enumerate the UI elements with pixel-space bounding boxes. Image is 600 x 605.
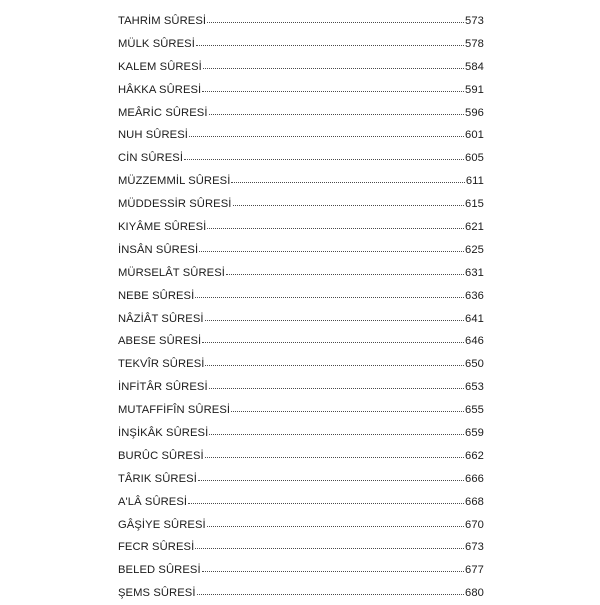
dot-leader — [207, 227, 464, 229]
toc-entry-title: ABESE SÛRESİ — [118, 335, 202, 348]
toc-entry-page-number: 670 — [465, 518, 484, 531]
toc-entry-page-number: 611 — [465, 175, 484, 188]
toc-entry-title: KALEM SÛRESİ — [118, 60, 202, 73]
toc-entry[interactable] — [118, 491, 484, 514]
dot-leader — [195, 547, 464, 549]
toc-entry-page-number: 596 — [465, 106, 484, 119]
dot-leader — [198, 479, 464, 481]
toc-entry-title: A'LÂ SÛRESİ — [118, 495, 188, 508]
toc-entry-title: İNSÂN SÛRESİ — [118, 243, 199, 256]
toc-entry[interactable] — [118, 170, 484, 193]
toc-entry-page-number: 615 — [465, 198, 484, 211]
toc-entry-page-number: 680 — [465, 587, 484, 600]
dot-leader — [199, 250, 464, 252]
toc-entry-title: MUTAFFİFÎN SÛRESİ — [118, 404, 231, 417]
dot-leader — [205, 456, 464, 458]
toc-entry-page-number: 653 — [465, 381, 484, 394]
dot-leader — [233, 204, 465, 206]
toc-entry-title: MÜZZEMMİL SÛRESİ — [118, 175, 231, 188]
toc-entry-page-number: 650 — [465, 358, 484, 371]
toc-entry-title: MEÂRİC SÛRESİ — [118, 106, 208, 119]
toc-entry-page-number: 668 — [465, 495, 484, 508]
dot-leader — [231, 410, 464, 412]
dot-leader — [207, 525, 464, 527]
toc-entry[interactable] — [118, 399, 484, 422]
toc-entry[interactable] — [118, 124, 484, 147]
toc-entry-title: HÂKKA SÛRESİ — [118, 83, 202, 96]
toc-entry-page-number: 625 — [465, 243, 484, 256]
toc-entry-page-number: 646 — [465, 335, 484, 348]
dot-leader — [205, 364, 464, 366]
toc-entry[interactable] — [118, 239, 484, 262]
toc-entry-title: ŞEMS SÛRESİ — [118, 587, 196, 600]
toc-entry[interactable] — [118, 147, 484, 170]
toc-entry-page-number: 631 — [465, 266, 484, 279]
toc-entry-title: CİN SÛRESİ — [118, 152, 184, 165]
toc-entry-page-number: 636 — [465, 289, 484, 302]
toc-entry[interactable] — [118, 33, 484, 56]
table-of-contents — [118, 10, 484, 605]
toc-entry-title: NÂZİÂT SÛRESİ — [118, 312, 204, 325]
toc-entry-page-number: 677 — [465, 564, 484, 577]
toc-entry[interactable] — [118, 582, 484, 605]
dot-leader — [205, 319, 464, 321]
toc-entry-title: KIYÂME SÛRESİ — [118, 221, 207, 234]
toc-entry-title: MÜRSELÂT SÛRESİ — [118, 266, 225, 279]
toc-entry-page-number: 621 — [465, 221, 484, 234]
toc-entry[interactable] — [118, 445, 484, 468]
toc-entry-title: MÜDDESSİR SÛRESİ — [118, 198, 232, 211]
dot-leader — [209, 433, 464, 435]
toc-entry-title: TAHRİM SÛRESİ — [118, 15, 207, 27]
dot-leader — [202, 90, 464, 92]
dot-leader — [209, 113, 464, 115]
toc-entry[interactable] — [118, 422, 484, 445]
toc-entry-title: İNŞİKÂK SÛRESİ — [118, 427, 209, 440]
dot-leader — [202, 341, 464, 343]
toc-entry[interactable] — [118, 102, 484, 125]
dot-leader — [197, 593, 464, 595]
toc-entry[interactable] — [118, 216, 484, 239]
toc-entry-page-number: 666 — [465, 472, 484, 485]
dot-leader — [189, 135, 464, 137]
toc-entry-title: NUH SÛRESİ — [118, 129, 188, 142]
toc-entry[interactable] — [118, 262, 484, 285]
dot-leader — [209, 387, 464, 389]
toc-entry-title: GÂŞİYE SÛRESİ — [118, 518, 206, 531]
toc-entry-title: BELED SÛRESİ — [118, 564, 201, 577]
toc-entry-page-number: 601 — [465, 129, 484, 142]
toc-entry-page-number: 573 — [465, 15, 484, 27]
dot-leader — [202, 570, 464, 572]
toc-entry[interactable] — [118, 559, 484, 582]
toc-entry-page-number: 591 — [465, 83, 484, 96]
toc-entry[interactable] — [118, 514, 484, 537]
toc-entry-page-number: 605 — [465, 152, 484, 165]
toc-entry-title: MÜLK SÛRESİ — [118, 37, 195, 50]
toc-entry[interactable] — [118, 10, 484, 33]
toc-entry[interactable] — [118, 285, 484, 308]
toc-entry-title: BURÛC SÛRESİ — [118, 449, 204, 462]
dot-leader — [184, 158, 464, 160]
toc-entry-title: FECR SÛRESİ — [118, 541, 195, 554]
dot-leader — [203, 67, 464, 69]
toc-entry[interactable] — [118, 468, 484, 491]
toc-entry[interactable] — [118, 308, 484, 331]
toc-entry-page-number: 641 — [465, 312, 484, 325]
toc-entry-page-number: 655 — [465, 404, 484, 417]
dot-leader — [196, 44, 464, 46]
toc-entry-title: TÂRIK SÛRESİ — [118, 472, 197, 485]
toc-entry-title: TEKVÎR SÛRESİ — [118, 358, 205, 371]
toc-entry[interactable] — [118, 56, 484, 79]
toc-entry-page-number: 673 — [465, 541, 484, 554]
dot-leader — [195, 296, 464, 298]
toc-entry[interactable] — [118, 353, 484, 376]
toc-entry[interactable] — [118, 330, 484, 353]
toc-entry-page-number: 662 — [465, 449, 484, 462]
toc-entry-page-number: 584 — [465, 60, 484, 73]
dot-leader — [226, 273, 464, 275]
dot-leader — [188, 502, 464, 504]
toc-entry-title: NEBE SÛRESİ — [118, 289, 195, 302]
toc-entry-page-number: 659 — [465, 427, 484, 440]
dot-leader — [207, 21, 464, 23]
dot-leader — [231, 181, 464, 183]
toc-entry-page-number: 578 — [465, 37, 484, 50]
toc-entry[interactable] — [118, 376, 484, 399]
toc-entry-title: İNFİTÂR SÛRESİ — [118, 381, 208, 394]
toc-entry[interactable] — [118, 79, 484, 102]
toc-entry[interactable] — [118, 536, 484, 559]
toc-entry[interactable] — [118, 193, 484, 216]
